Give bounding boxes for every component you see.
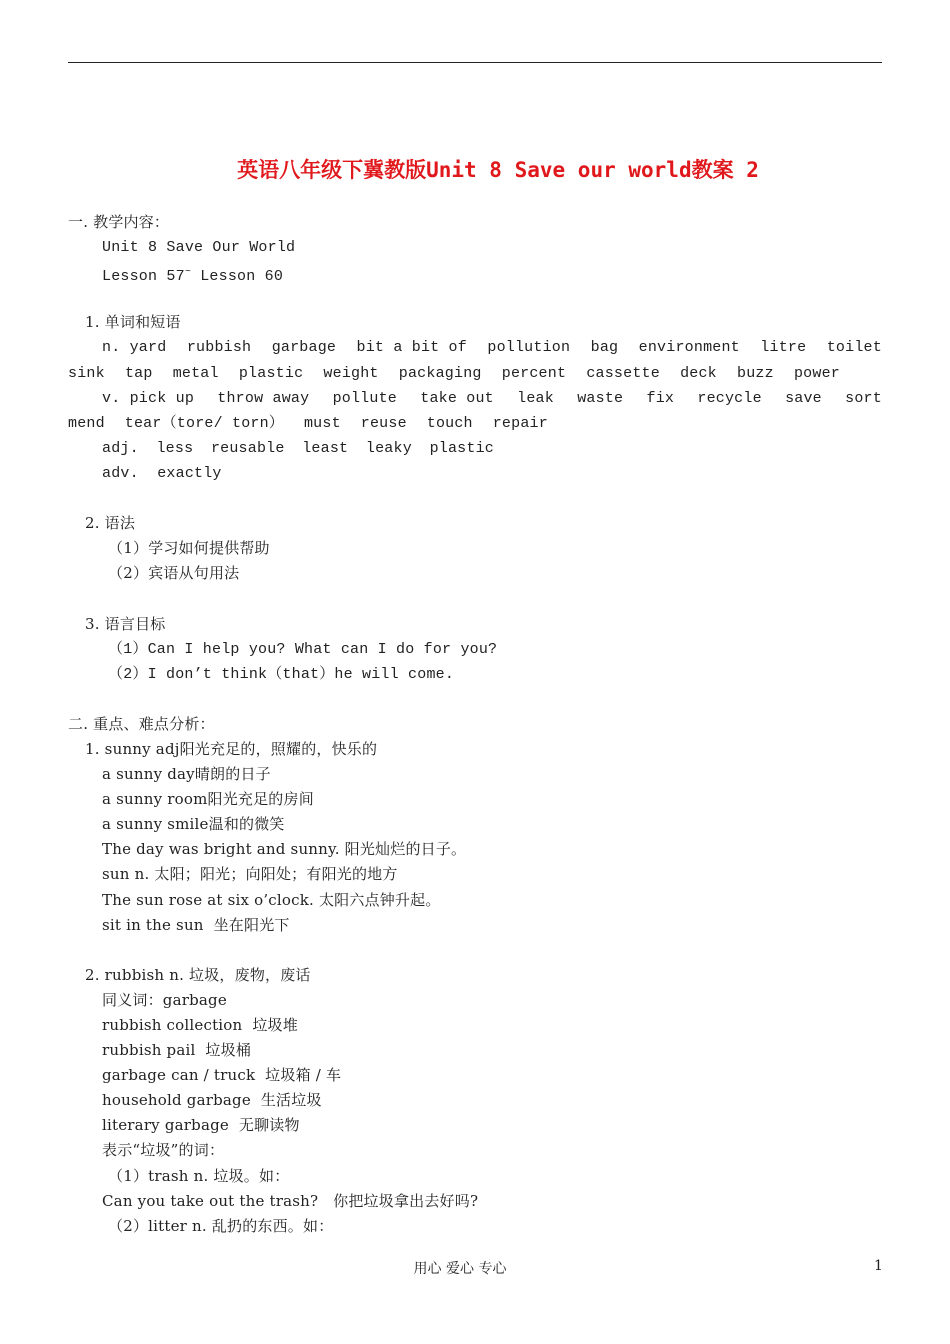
- example-line: Can you take out the trash? 你把垃圾拿出去好吗?: [102, 1191, 479, 1210]
- lesson-line: [68, 260, 882, 285]
- verb-word: sort: [845, 389, 882, 407]
- verb-word: waste: [577, 389, 624, 407]
- language-goal-heading: 3. 语言目标: [85, 614, 166, 633]
- noun-word: tap: [124, 364, 153, 382]
- noun-word: bit a bit of: [356, 339, 467, 357]
- example-line: rubbish pail 垃圾桶: [102, 1041, 252, 1060]
- example-line: garbage can / truck 垃圾箱 / 车: [102, 1066, 342, 1085]
- noun-line-1: [68, 335, 882, 360]
- noun-word: plastic: [238, 364, 304, 382]
- rubbish-heading: 2. rubbish n. 垃圾，废物，废话: [85, 965, 311, 984]
- example-line: rubbish collection 垃圾堆: [102, 1016, 298, 1034]
- noun-line-2: [68, 361, 840, 386]
- section-2-heading: 二. 重点、难点分析：: [68, 714, 215, 733]
- example-line: a sunny room阳光充足的房间: [102, 790, 314, 809]
- noun-word: sink: [68, 364, 105, 382]
- verb-line-1: [68, 386, 882, 411]
- noun-word: buzz: [737, 364, 774, 382]
- noun-word: garbage: [271, 339, 337, 357]
- example-line: The day was bright and sunny. 阳光灿烂的日子。: [102, 840, 467, 859]
- verb-word: must: [303, 414, 341, 432]
- verb-line-2: [68, 411, 548, 436]
- document-title: 英语八年级下冀教版Unit 8 Save our world教案 2: [237, 158, 759, 182]
- sunny-heading: 1. sunny adj阳光充足的，照耀的，快乐的: [85, 739, 378, 758]
- noun-word: deck: [680, 364, 717, 382]
- adjective-word: least: [302, 439, 349, 457]
- verb-word: take out: [420, 389, 494, 407]
- verb-word: fix: [646, 389, 675, 407]
- verb-word: repair: [492, 414, 548, 432]
- noun-word: cassette: [586, 364, 660, 382]
- noun-word: packaging: [398, 364, 482, 382]
- example-line: household garbage 生活垃圾: [102, 1091, 322, 1110]
- example-line: sun n. 太阳；阳光；向阳处；有阳光的地方: [102, 865, 398, 884]
- noun-word: environment: [638, 339, 740, 357]
- adverb-line: adv. exactly: [102, 464, 222, 482]
- vocab-heading: 1. 单词和短语: [85, 313, 181, 332]
- grammar-heading: 2. 语法: [85, 514, 136, 533]
- adjective-word: plastic: [429, 439, 494, 457]
- adjective-word: adj.: [102, 439, 139, 457]
- noun-word: litre: [760, 339, 807, 357]
- example-line: The sun rose at six o’clock. 太阳六点钟升起。: [102, 890, 441, 909]
- verb-word: mend: [68, 414, 105, 432]
- page-footer: 用心 爱心 专心: [413, 1261, 507, 1277]
- noun-word: toilet: [826, 339, 882, 357]
- verb-word: leak: [517, 389, 554, 407]
- example-line: 表示“垃圾”的词：: [102, 1141, 225, 1160]
- language-goal-item: （1）Can I help you? What can I do for you?: [108, 640, 498, 658]
- adjective-word: less: [156, 439, 194, 457]
- verb-word: tear（tore/ torn）: [124, 414, 285, 432]
- noun-word: pollution: [487, 339, 571, 357]
- document-body: [68, 210, 882, 1239]
- header-rule: [68, 62, 882, 63]
- lesson-start: Lesson 57: [102, 268, 185, 286]
- section-1-heading: 一. 教学内容：: [68, 213, 170, 231]
- lesson-end: Lesson 60: [191, 268, 284, 286]
- language-goal-item: （2）I don’t think（that）he will come.: [108, 665, 455, 683]
- verb-word: recycle: [697, 389, 762, 407]
- adjective-line: [68, 436, 494, 461]
- grammar-item: （2）宾语从句用法: [108, 564, 240, 583]
- example-line: a sunny day晴朗的日子: [102, 765, 271, 784]
- adjective-word: reusable: [210, 439, 285, 457]
- page-number: 1: [874, 1258, 883, 1274]
- verb-word: throw away: [217, 389, 310, 407]
- grammar-item: （1）学习如何提供帮助: [108, 539, 270, 558]
- unit-line: Unit 8 Save Our World: [102, 239, 296, 257]
- noun-word: metal: [172, 364, 219, 382]
- example-line: （2）litter n. 乱扔的东西。如：: [108, 1216, 334, 1235]
- noun-word: bag: [590, 339, 619, 357]
- verb-word: pollute: [332, 389, 397, 407]
- adjective-word: leaky: [365, 439, 412, 457]
- noun-word: rubbish: [186, 339, 252, 357]
- verb-word: v. pick up: [102, 389, 195, 407]
- noun-word: percent: [501, 364, 567, 382]
- noun-word: weight: [323, 364, 379, 382]
- example-line: a sunny smile温和的微笑: [102, 815, 285, 834]
- verb-word: save: [785, 389, 822, 407]
- example-line: （1）trash n. 垃圾。如：: [108, 1166, 290, 1185]
- verb-word: touch: [426, 414, 473, 432]
- example-line: 同义词：garbage: [102, 990, 227, 1009]
- noun-word: n. yard: [102, 339, 167, 357]
- lesson-tilde: ~: [184, 267, 192, 279]
- example-line: sit in the sun 坐在阳光下: [102, 915, 290, 934]
- verb-word: reuse: [360, 414, 407, 432]
- example-line: literary garbage 无聊读物: [102, 1116, 300, 1135]
- noun-word: power: [793, 364, 840, 382]
